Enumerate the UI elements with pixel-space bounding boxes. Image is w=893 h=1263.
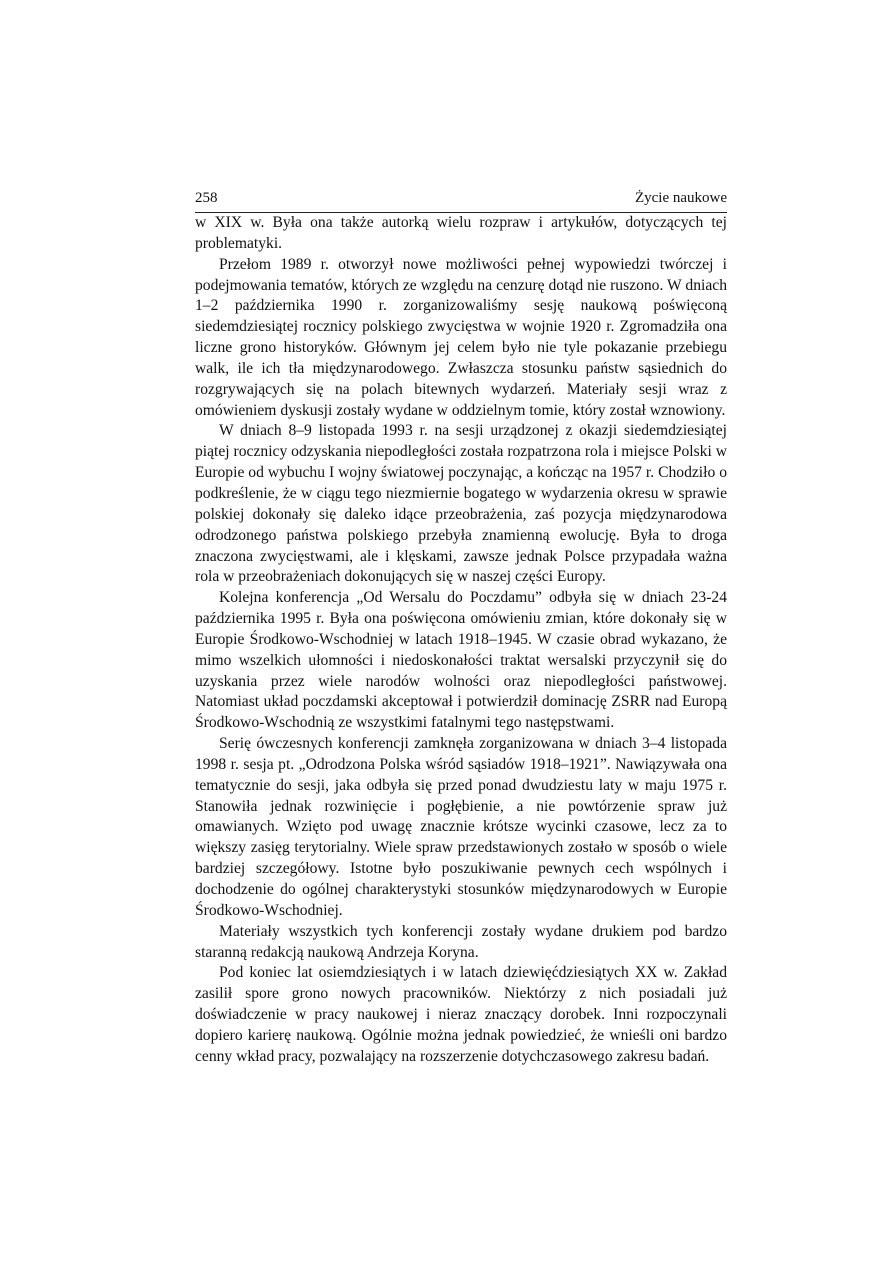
page-number: 258 (195, 190, 218, 206)
paragraph: Serię ówczesnych konferencji zamknęła zorganizowana w dniach 3–4 listopada 1998 r. sesja pt. „Odrodzona Polska wśród sąsiadów 1918–1921”. Nawiązywała ona tematycznie do sesji, jaka odbyła się przed ponad dwudziestu laty w maju 1975 r. Stanowiła jednak rozwinięcie i pogłębienie, a nie powtórzenie spraw już omawianych. Wzięto pod uwagę znacznie krótsze wycinki czasowe, lecz za to większy zasięg terytorialny. Wiele spraw przedstawionych zostało w sposób o wiele bardziej szczegółowy. Istotne było poszukiwanie pewnych cech wspólnych i dochodzenie do ogólnej charakterystyki stosunków międzynarodowych w Europie Środkowo-Wschodniej. (195, 735, 727, 919)
paragraph-continuation: w XIX w. Była ona także autorką wielu rozpraw i artykułów, dotyczących tej problematyki. (195, 214, 727, 252)
paragraph: Pod koniec lat osiemdziesiątych i w latach dziewięćdziesiątych XX w. Zakład zasilił spore grono nowych pracowników. Niektórzy z nich posiadali już doświadczenie w pracy naukowej i nieraz znaczący dorobek. Inni rozpoczynali dopiero karierę naukową. Ogólnie można jednak powiedzieć, że wnieśli oni bardzo cenny wkład pracy, pozwalający na rozszerzenie dotychczasowego zakresu badań. (195, 964, 727, 1065)
page-header (195, 188, 727, 213)
paragraph: Materiały wszystkich tych konferencji zostały wydane drukiem pod bardzo staranną redakcją naukową Andrzeja Koryna. (195, 922, 727, 961)
paragraph: Kolejna konferencja „Od Wersalu do Poczdamu” odbyła się w dniach 23-24 października 1995 r. Była ona poświęcona omówieniu zmian, które dokonały się w Europie Środkowo-Wschodniej w latach 1918–1945. W czasie obrad wykazano, że mimo wszelkich ułomności i niedoskonałości traktat wersalski przyczynił się do uzyskania przez wiele narodów wolności oraz niepodległości państwowej. Natomiast układ poczdamski akceptował i potwierdził dominację ZSRR nad Europą Środkowo-Wschodnią ze wszystkimi fatalnymi tego następstwami. (195, 589, 727, 732)
running-title: Życie naukowe (634, 190, 727, 206)
body-text (195, 213, 727, 1068)
paragraph: Przełom 1989 r. otworzył nowe możliwości pełnej wypowiedzi twórczej i podejmowania tematów, których ze względu na cenzurę dotąd nie ruszono. W dniach 1–2 października 1990 r. zorganizowaliśmy sesję naukową poświęconą siedemdziesiątej rocznicy polskiego zwycięstwa w wojnie 1920 r. Zgromadziła ona liczne grono historyków. Głównym jej celem było nie tyle pokazanie przebiegu walk, ile ich tła międzynarodowego. Zwłaszcza stosunku państw sąsiednich do rozgrywających się na polach bitewnych wydarzeń. Materiały sesji wraz z omówieniem dyskusji zostały wydane w oddzielnym tomie, który został wznowiony. (195, 255, 727, 419)
paragraph: W dniach 8–9 listopada 1993 r. na sesji urządzonej z okazji siedemdziesiątej piątej rocznicy odzyskania niepodległości została rozpatrzona rola i miejsce Polski w Europie od wybuchu I wojny światowej poczynając, a kończąc na 1957 r. Chodziło o podkreślenie, że w ciągu tego niezmiernie bogatego w wydarzenia okresu w sprawie polskiej dokonały się daleko idące przeobrażenia, zaś pozycja międzynarodowa odrodzonego państwa polskiego przebyła znamienną ewolucję. Była to droga znaczona zwycięstwami, ale i klęskami, zawsze jednak Polsce przypadała ważna rola w przeobrażeniach dokonujących się w naszej części Europy. (195, 422, 727, 586)
